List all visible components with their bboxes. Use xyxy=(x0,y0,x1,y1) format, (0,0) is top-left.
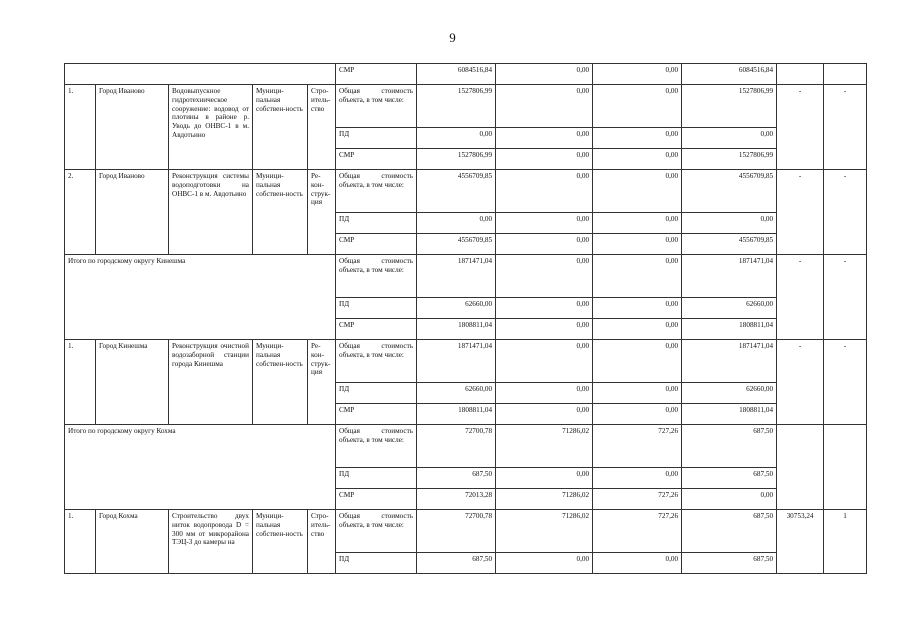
table-row: 1. Город Кохма Строительство двух ниток водопровода D = 300 мм от микрорайона ТЭЦ-3 до камеры на Муници-пальная собствен-ность Стро-итель-ство Общая стоимость объекта, в том числе: 72700,78 71286,02 727,26 687,50 30753,24 1 xyxy=(65,510,867,553)
table-row: 1. Город Иваново Водовыпускное гидротехническое сооружение: водовод от плотины в районе р. Уводь до ОНВС-1 в м. Авдотьино Муници-пальная собствен-ность Стро-итель-ство Общая стоимость объекта, в том числе: 1527806,99 0,00 0,00 1527806,99 - - xyxy=(65,85,867,128)
table-row: ПД 0,00 0,00 0,00 0,00 xyxy=(65,128,867,149)
table-row: СМР 6084516,84 0,00 0,00 6084516,84 xyxy=(65,64,867,85)
object-name: Водовыпускное гидротехническое сооружение: водовод от плотины в районе р. Уводь до ОНВС-1 в м. Авдотьино xyxy=(169,85,253,170)
object-name: Реконструкция очистной водозаборной станции города Кинешма xyxy=(169,340,253,425)
smr-label: СМР xyxy=(336,64,417,85)
table-row: СМР 1808811,04 0,00 0,00 1808811,04 xyxy=(65,319,867,340)
district-total-title: Итого по городскому округу Кинешма xyxy=(65,255,336,340)
object-name: Строительство двух ниток водопровода D = 300 мм от микрорайона ТЭЦ-3 до камеры на xyxy=(169,510,253,574)
table-row: ПД 62660,00 0,00 0,00 62660,00 xyxy=(65,383,867,404)
table-row: Итого по городскому округу Кинешма Общая стоимость объекта, в том числе: 1871471,04 0,00 0,00 1871471,04 - - xyxy=(65,255,867,298)
table-row: ПД 0,00 0,00 0,00 0,00 xyxy=(65,213,867,234)
table-row: 2. Город Иваново Реконструкция системы водоподготовки на ОНВС-1 в м. Авдотьино Муници-пальная собствен-ность Ре-кон-струк-ция Общая стоимость объекта, в том числе: 4556709,85 0,00 0,00 4556709,85 - - xyxy=(65,170,867,213)
table-row: СМР 1808811,04 0,00 0,00 1808811,04 xyxy=(65,404,867,425)
district-total-title: Итого по городскому округу Кохма xyxy=(65,425,336,510)
investment-table xyxy=(64,63,867,574)
table-row: ПД 62660,00 0,00 0,00 62660,00 xyxy=(65,298,867,319)
page-number: 9 xyxy=(449,30,456,45)
table-row: ПД 687,50 0,00 0,00 687,50 xyxy=(65,553,867,574)
table-row: Итого по городскому округу Кохма Общая стоимость объекта, в том числе: 72700,78 71286,02 727,26 687,50 xyxy=(65,425,867,468)
object-name: Реконструкция системы водоподготовки на ОНВС-1 в м. Авдотьино xyxy=(169,170,253,255)
table-row: СМР 72013,28 71286,02 727,26 0,00 xyxy=(65,489,867,510)
table-row: СМР 4556709,85 0,00 0,00 4556709,85 xyxy=(65,234,867,255)
table-row: ПД 687,50 0,00 0,00 687,50 xyxy=(65,468,867,489)
table-row: 1. Город Кинешма Реконструкция очистной водозаборной станции города Кинешма Муници-пальная собствен-ность Ре-кон-струк-ция Общая стоимость объекта, в том числе: 1871471,04 0,00 0,00 1871471,04 - - xyxy=(65,340,867,383)
table-row: СМР 1527806,99 0,00 0,00 1527806,99 xyxy=(65,149,867,170)
